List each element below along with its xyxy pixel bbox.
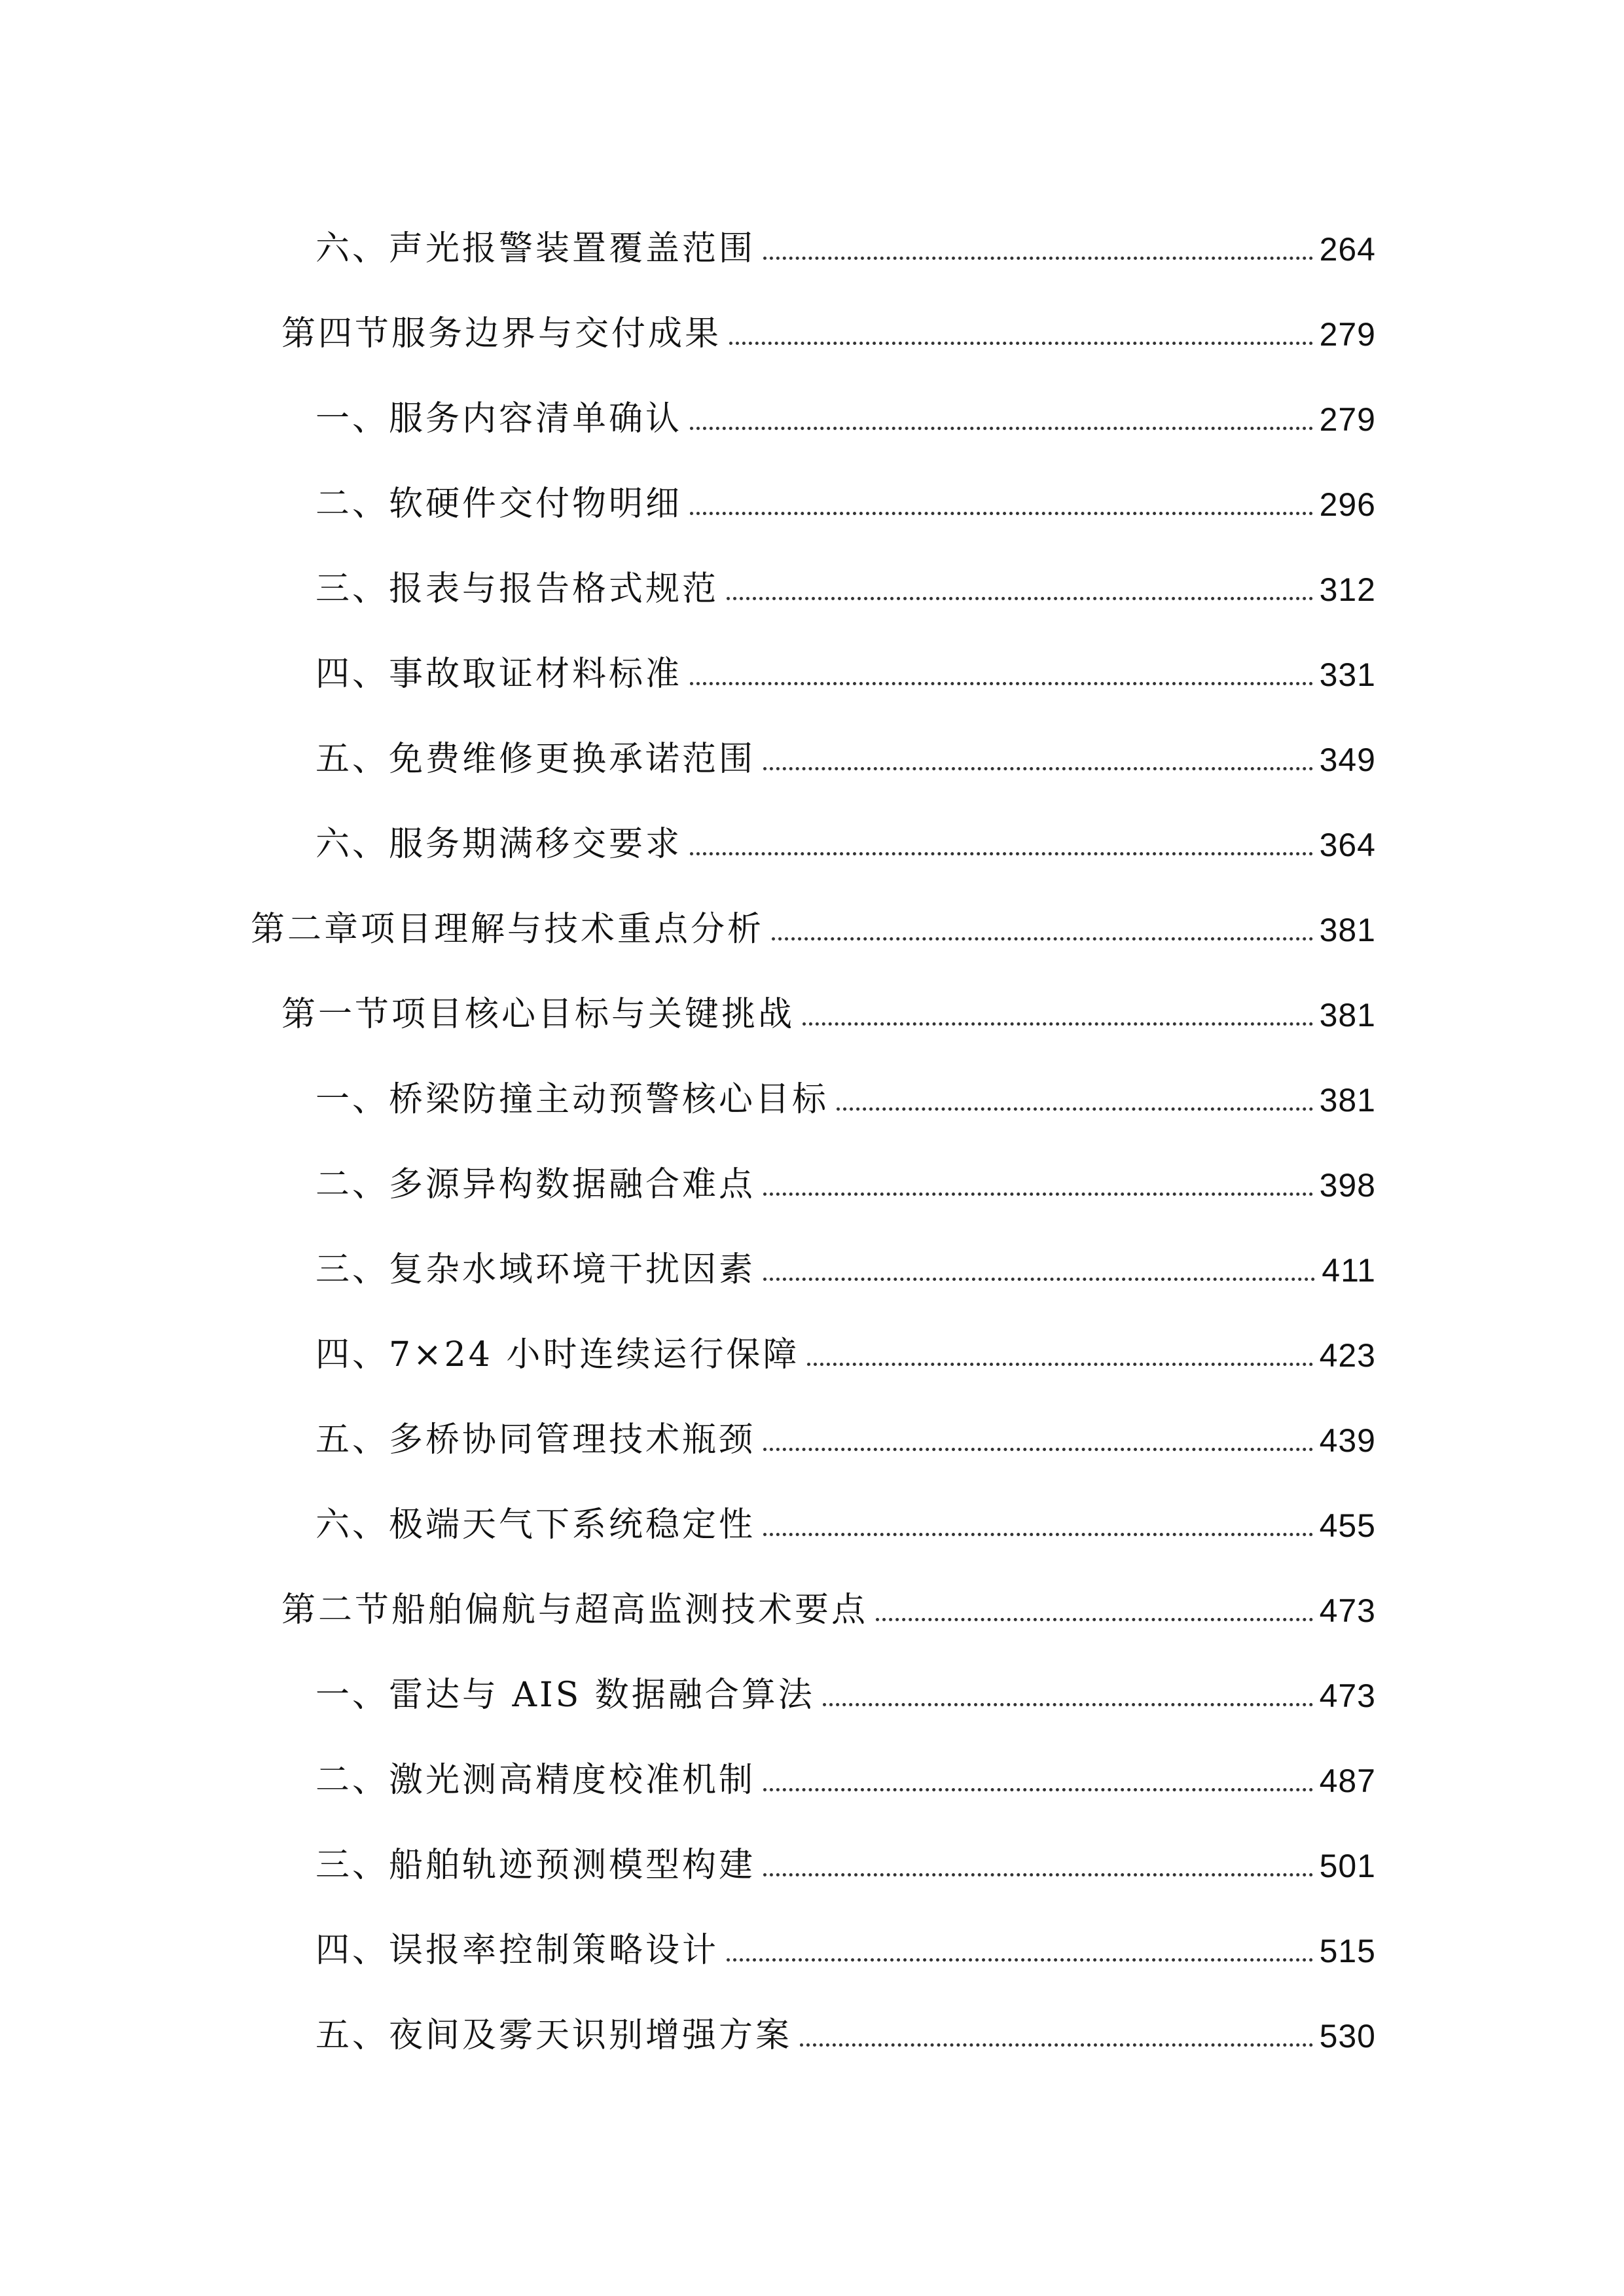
toc-dot-leader <box>837 1107 1313 1111</box>
toc-page-number: 501 <box>1319 1848 1376 1884</box>
toc-entry-title: 第四节服务边界与交付成果 <box>281 314 722 353</box>
toc-page-number: 279 <box>1319 401 1376 438</box>
toc-entry-title: 三、复杂水域环境干扰因素 <box>316 1250 756 1289</box>
toc-dot-leader <box>800 2043 1313 2047</box>
toc-entry-title: 五、免费维修更换承诺范围 <box>316 740 756 779</box>
toc-page-number: 473 <box>1319 1592 1376 1629</box>
toc-page-number: 455 <box>1319 1507 1376 1544</box>
toc-page-number: 312 <box>1319 571 1376 608</box>
toc-dot-leader <box>763 1533 1313 1536</box>
toc-entry-title: 四、事故取证材料标准 <box>316 655 683 694</box>
toc-page-number: 473 <box>1319 1677 1376 1714</box>
toc-entry-title: 二、多源异构数据融合难点 <box>316 1165 756 1204</box>
toc-entry[interactable] <box>316 1990 1376 2053</box>
toc-page-number: 381 <box>1319 912 1376 948</box>
toc-entry-title: 四、7×24 小时连续运行保障 <box>316 1335 800 1374</box>
toc-entry-title: 一、桥梁防撞主动预警核心目标 <box>316 1080 829 1119</box>
toc-entry-title: 第二章项目理解与技术重点分析 <box>251 910 765 949</box>
toc-entry[interactable] <box>316 1905 1376 1970</box>
toc-entry-title: 六、极端天气下系统稳定性 <box>316 1505 756 1545</box>
toc-entry[interactable] <box>316 1224 1376 1287</box>
toc-dot-leader <box>763 1278 1315 1281</box>
toc-dot-leader <box>690 682 1313 685</box>
toc-entry-title: 一、雷达与 AIS 数据融合算法 <box>316 1676 815 1715</box>
toc-entry[interactable] <box>316 1054 1376 1117</box>
toc-entry-title: 一、服务内容清单确认 <box>316 399 683 439</box>
toc-entry[interactable] <box>316 1734 1376 1800</box>
toc-entry[interactable] <box>316 1649 1376 1715</box>
toc-entry-title: 五、多桥协同管理技术瓶颈 <box>316 1420 756 1460</box>
toc-dot-leader <box>763 1448 1313 1451</box>
toc-entry[interactable] <box>316 1309 1376 1372</box>
toc-dot-leader <box>823 1703 1313 1706</box>
toc-dot-leader <box>690 512 1313 515</box>
toc-entry[interactable] <box>316 1139 1376 1202</box>
toc-page-number: 423 <box>1319 1337 1376 1374</box>
toc-dot-leader <box>727 597 1313 600</box>
toc-entry-title: 四、误报率控制策略设计 <box>316 1931 719 1970</box>
toc-dot-leader <box>727 1958 1313 1962</box>
toc-dot-leader <box>763 1873 1313 1876</box>
toc-entry[interactable] <box>316 798 1376 864</box>
toc-dot-leader <box>807 1363 1312 1366</box>
toc-entry-title: 五、夜间及雾天识别增强方案 <box>316 2016 793 2055</box>
toc-page-number: 381 <box>1319 1082 1376 1119</box>
toc-page-number: 279 <box>1319 316 1376 353</box>
toc-entry-title: 二、软硬件交付物明细 <box>316 484 683 524</box>
toc-dot-leader <box>690 427 1313 430</box>
toc-dot-leader <box>772 937 1313 941</box>
toc-dot-leader <box>763 767 1313 770</box>
toc-page-number: 296 <box>1319 486 1376 523</box>
toc-page-number: 349 <box>1319 742 1376 778</box>
toc-page-number: 331 <box>1319 656 1376 693</box>
toc-page-number: 398 <box>1319 1167 1376 1204</box>
toc-entry[interactable] <box>316 543 1376 609</box>
toc-entry[interactable] <box>316 203 1376 266</box>
toc-dot-leader <box>803 1022 1313 1026</box>
toc-page-number: 530 <box>1319 2018 1376 2054</box>
toc-entry-title: 第一节项目核心目标与关键挑战 <box>281 995 795 1034</box>
toc-dot-leader <box>690 852 1313 855</box>
toc-page-number: 515 <box>1319 1933 1376 1969</box>
toc-page-number: 487 <box>1319 1763 1376 1799</box>
toc-page-number: 381 <box>1319 997 1376 1033</box>
toc-entry-title: 六、声光报警装置覆盖范围 <box>316 229 756 268</box>
toc-dot-leader <box>763 1788 1313 1791</box>
toc-entry-title: 三、报表与报告格式规范 <box>316 569 719 609</box>
toc-dot-leader <box>763 1193 1313 1196</box>
toc-entry[interactable] <box>316 373 1376 439</box>
toc-entry[interactable] <box>316 628 1376 694</box>
toc-entry-title: 第二节船舶偏航与超高监测技术要点 <box>281 1590 869 1630</box>
toc-page-number: 264 <box>1319 231 1376 268</box>
toc-entry-title: 六、服务期满移交要求 <box>316 825 683 864</box>
toc-entry[interactable] <box>281 969 1376 1034</box>
toc-entry[interactable] <box>251 884 1376 949</box>
toc-page-number: 364 <box>1319 827 1376 863</box>
toc-entry[interactable] <box>316 1394 1376 1460</box>
toc-entry[interactable] <box>316 713 1376 779</box>
toc-entry-title: 二、激光测高精度校准机制 <box>316 1761 756 1800</box>
toc-dot-leader <box>763 257 1313 260</box>
toc-page-number: 411 <box>1322 1252 1376 1289</box>
toc-dot-leader <box>729 342 1313 345</box>
toc-entry[interactable] <box>316 1479 1376 1545</box>
toc-dot-leader <box>876 1618 1313 1621</box>
toc-entry[interactable] <box>316 458 1376 524</box>
toc-entry[interactable] <box>281 1564 1376 1630</box>
toc-entry[interactable] <box>316 1820 1376 1885</box>
toc-page-number: 439 <box>1319 1422 1376 1459</box>
toc-entry[interactable] <box>281 288 1376 351</box>
toc-entry-title: 三、船舶轨迹预测模型构建 <box>316 1846 756 1885</box>
